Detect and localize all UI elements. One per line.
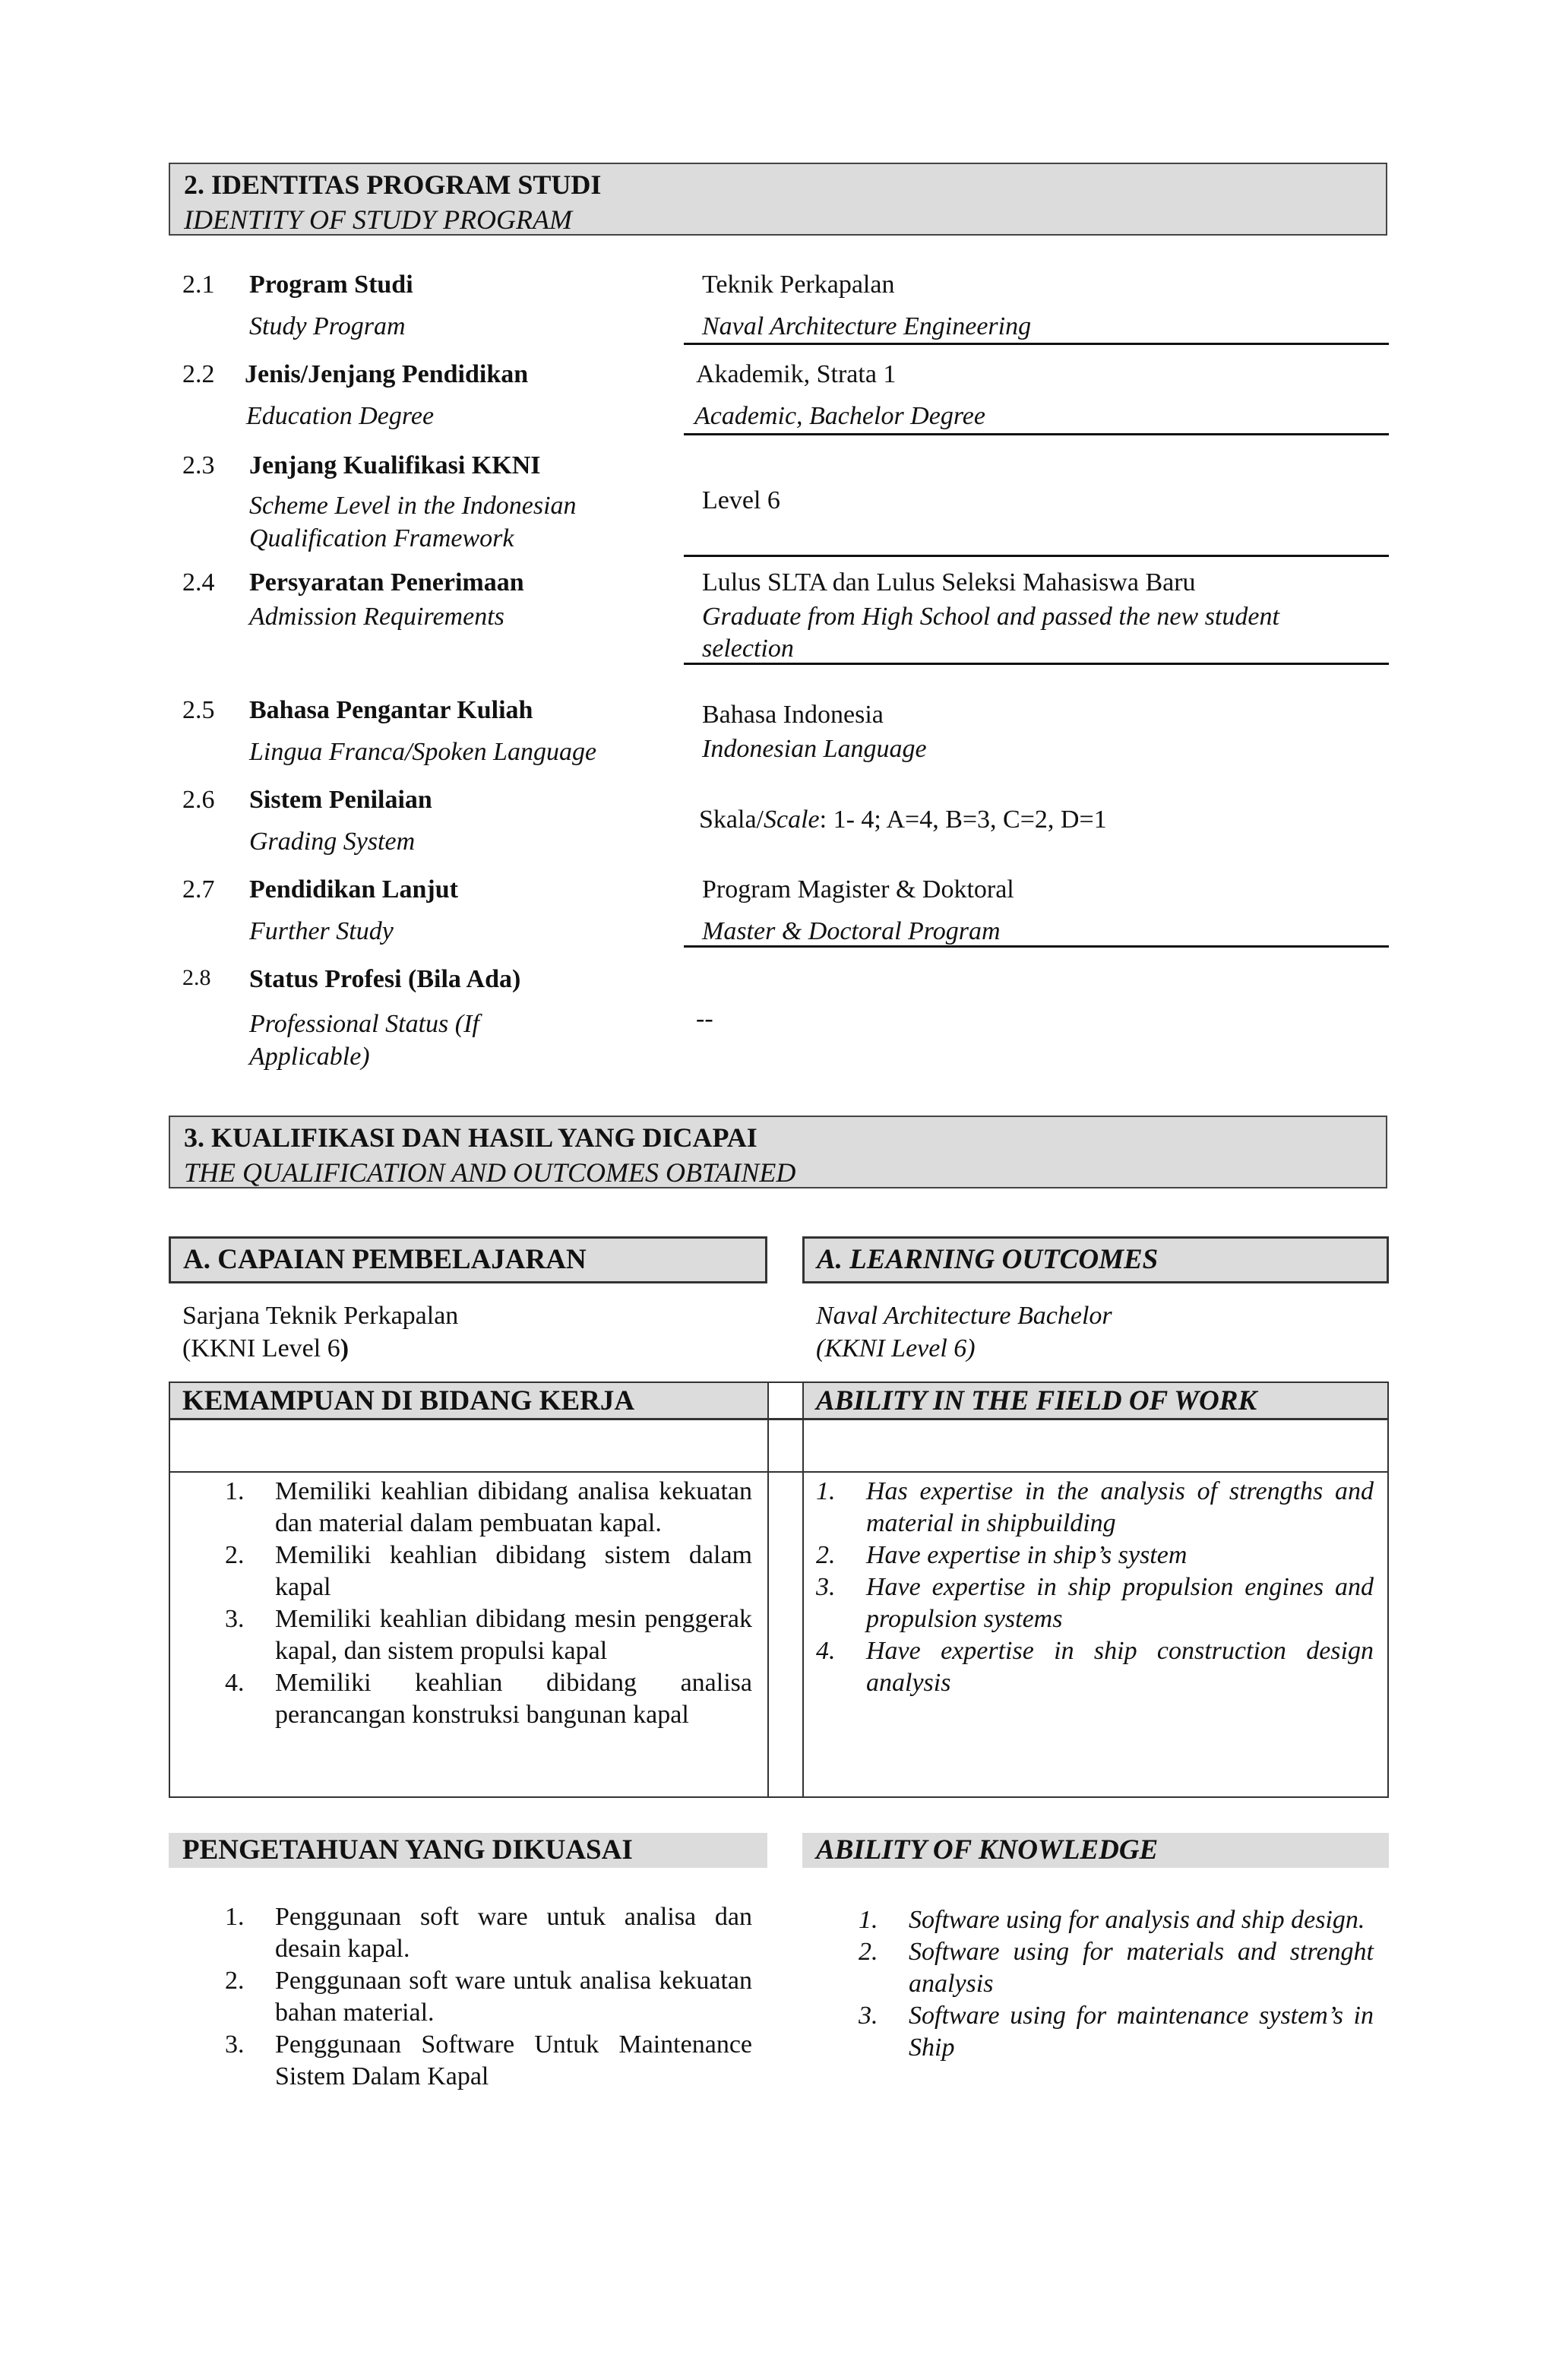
knowledge-list-en: [859, 1904, 1374, 2064]
row-label: Pendidikan Lanjut: [249, 875, 458, 904]
item-number: 2.: [859, 1938, 878, 1966]
item-text: Penggunaan soft ware untuk analisa kekuatan bahan material.: [275, 1967, 752, 2027]
item-text: Have expertise in ship construction design analysis: [866, 1637, 1374, 1697]
list-item: [859, 2000, 1374, 2064]
value-rule: [684, 663, 1389, 665]
work-header-id: KEMAMPUAN DI BIDANG KERJA: [182, 1385, 635, 1416]
item-text: Penggunaan Software Untuk Maintenance Sistem Dalam Kapal: [275, 2030, 752, 2090]
row-label-en: Qualification Framework: [249, 524, 514, 552]
row-value-en: Naval Architecture Engineering: [702, 312, 1032, 340]
section-2-header: [169, 163, 1387, 236]
row-value: Teknik Perkapalan: [702, 271, 895, 299]
work-ability-list-en: [816, 1476, 1374, 1699]
item-text: Penggunaan soft ware untuk analisa dan desain kapal.: [275, 1903, 752, 1963]
item-number: 2.: [225, 1541, 245, 1569]
list-item: [816, 1571, 1374, 1635]
item-number: 3.: [859, 2002, 878, 2030]
section-3-title: 3. KUALIFIKASI DAN HASIL YANG DICAPAI: [184, 1122, 757, 1153]
item-text: Memiliki keahlian dibidang sistem dalam kapal: [275, 1541, 752, 1601]
row-number: 2.7: [182, 875, 215, 904]
item-number: 3.: [225, 2030, 245, 2059]
row-number: 2.5: [182, 696, 215, 724]
work-header-en: ABILITY IN THE FIELD OF WORK: [816, 1385, 1257, 1416]
row-label: Program Studi: [249, 271, 413, 299]
item-number: 2.: [225, 1967, 245, 1995]
item-text: Have expertise in ship propulsion engines and propulsion systems: [866, 1573, 1374, 1633]
list-item: [816, 1476, 1374, 1540]
degree-name-en: Naval Architecture Bachelor: [816, 1302, 1112, 1330]
table-column-divider: [767, 1381, 769, 1798]
row-label: Persyaratan Penerimaan: [249, 568, 524, 597]
row-label-en: Education Degree: [246, 402, 435, 430]
list-item: [225, 1476, 752, 1540]
row-label-en: Applicable): [249, 1043, 370, 1071]
scale-label: Skala/: [699, 805, 764, 834]
row-value-en: selection: [702, 635, 794, 663]
row-value: Bahasa Indonesia: [702, 701, 884, 729]
row-number: 2.1: [182, 271, 215, 299]
row-label: Jenis/Jenjang Pendidikan: [245, 360, 529, 388]
row-label-en: Further Study: [249, 917, 394, 945]
degree-level-en: (KKNI Level 6): [816, 1334, 976, 1362]
list-item: [225, 1667, 752, 1731]
row-value: Level 6: [702, 486, 780, 514]
row-value: Lulus SLTA dan Lulus Seleksi Mahasiswa Baru: [702, 568, 1196, 597]
row-number: 2.4: [182, 568, 215, 597]
row-label: Status Profesi (Bila Ada): [249, 965, 521, 993]
list-item: [225, 1603, 752, 1667]
degree-level-paren: ): [340, 1334, 349, 1362]
item-number: 4.: [225, 1669, 245, 1697]
list-item: [225, 2029, 752, 2093]
grading-scale-value: [699, 805, 1107, 834]
item-text: Memiliki keahlian dibidang analisa perancangan konstruksi bangunan kapal: [275, 1669, 752, 1729]
item-text: Software using for analysis and ship design.: [909, 1906, 1365, 1934]
row-value: --: [696, 1005, 713, 1033]
list-item: [859, 1904, 1374, 1936]
row-label-en: Study Program: [249, 312, 406, 340]
row-label-en: Professional Status (If: [249, 1010, 479, 1038]
item-number: 4.: [816, 1637, 836, 1665]
row-value-en: Graduate from High School and passed the new student: [702, 603, 1279, 631]
item-text: Have expertise in ship’s system: [866, 1541, 1188, 1569]
item-number: 1.: [816, 1477, 836, 1505]
list-item: [225, 1540, 752, 1603]
table-row-divider: [169, 1471, 1389, 1473]
row-number: 2.2: [182, 360, 215, 388]
value-rule: [684, 433, 1389, 435]
list-item: [859, 1936, 1374, 2000]
degree-level-text: (KKNI Level 6: [182, 1334, 340, 1362]
knowledge-header-id: PENGETAHUAN YANG DIKUASAI: [169, 1833, 767, 1868]
item-number: 3.: [225, 1605, 245, 1633]
item-text: Has expertise in the analysis of strengths and material in shipbuilding: [866, 1477, 1374, 1537]
item-number: 2.: [816, 1541, 836, 1569]
list-item: [816, 1540, 1374, 1571]
item-number: 1.: [225, 1477, 245, 1505]
degree-level-id: [182, 1332, 349, 1365]
row-value-en: Indonesian Language: [702, 735, 927, 763]
section-3-header: [169, 1116, 1387, 1188]
section-3-subtitle: THE QUALIFICATION AND OUTCOMES OBTAINED: [184, 1157, 796, 1188]
item-number: 1.: [225, 1903, 245, 1931]
list-item: [816, 1635, 1374, 1699]
item-number: 1.: [859, 1906, 878, 1934]
row-number: 2.6: [182, 786, 215, 814]
value-rule: [684, 945, 1389, 948]
item-text: Memiliki keahlian dibidang analisa kekuatan dan material dalam pembuatan kapal.: [275, 1477, 752, 1537]
list-item: [225, 1901, 752, 1965]
knowledge-header-en: ABILITY OF KNOWLEDGE: [802, 1833, 1389, 1868]
section-2-title: 2. IDENTITAS PROGRAM STUDI: [184, 169, 602, 200]
learning-outcomes-header-id: A. CAPAIAN PEMBELAJARAN: [169, 1236, 767, 1283]
row-label: Bahasa Pengantar Kuliah: [249, 696, 533, 724]
row-label: Jenjang Kualifikasi KKNI: [249, 451, 541, 479]
item-number: 3.: [816, 1573, 836, 1601]
section-2-subtitle: IDENTITY OF STUDY PROGRAM: [184, 204, 573, 235]
degree-name-id: Sarjana Teknik Perkapalan: [182, 1302, 459, 1330]
row-value: Akademik, Strata 1: [696, 360, 897, 388]
row-label-en: Admission Requirements: [249, 603, 504, 631]
learning-outcomes-header-en: A. LEARNING OUTCOMES: [802, 1236, 1389, 1283]
knowledge-list-id: [225, 1901, 752, 2093]
table-column-divider: [802, 1381, 804, 1798]
item-text: Memiliki keahlian dibidang mesin penggerak kapal, dan sistem propulsi kapal: [275, 1605, 752, 1665]
item-text: Software using for maintenance system’s in Ship: [909, 2002, 1374, 2062]
row-label-en: Grading System: [249, 828, 416, 856]
row-number: 2.8: [182, 965, 211, 990]
row-label-en: Scheme Level in the Indonesian: [249, 492, 577, 520]
row-value-en: Master & Doctoral Program: [702, 917, 1001, 945]
row-label: Sistem Penilaian: [249, 786, 432, 814]
list-item: [225, 1965, 752, 2029]
row-label-en: Lingua Franca/Spoken Language: [249, 738, 597, 766]
item-text: Software using for materials and strenght analysis: [909, 1938, 1374, 1998]
value-rule: [684, 343, 1389, 345]
row-value-en: Academic, Bachelor Degree: [694, 402, 985, 430]
row-value: Program Magister & Doktoral: [702, 875, 1014, 904]
row-number: 2.3: [182, 451, 215, 479]
work-ability-list-id: [225, 1476, 752, 1731]
value-rule: [684, 555, 1389, 557]
scale-label-en: Scale: [763, 805, 820, 834]
scale-values: : 1- 4; A=4, B=3, C=2, D=1: [819, 805, 1107, 834]
